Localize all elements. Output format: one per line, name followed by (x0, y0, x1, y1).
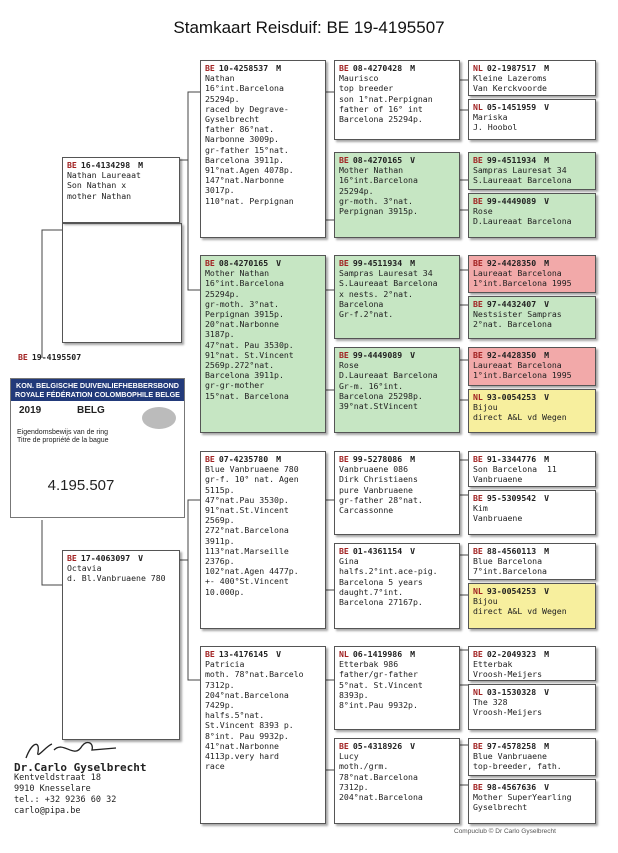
bird-header (473, 493, 591, 503)
gen4-box (468, 684, 596, 730)
bird-info-line: 20°nat.Narbonne (205, 319, 279, 330)
bird-info-line: Barcelona (339, 298, 384, 309)
bird-ring: 99-4449089 (352, 350, 403, 360)
bird-country: BE (473, 649, 483, 659)
bird-info-line: 2376p. (205, 556, 235, 567)
bird-ring: 05-1451959 (486, 102, 537, 112)
bird-header (205, 63, 321, 73)
bird-info-line: Carcassonne (339, 505, 394, 516)
bird-country: BE (339, 63, 349, 73)
bird-info-line: 8°int.Pau 9932p. (339, 700, 418, 711)
bird-country: BE (205, 454, 215, 464)
ring-card-header-line1: KON. BELGISCHE DUIVENLIEFHEBBERSBOND (16, 381, 179, 390)
bird-info-line: x nests. 2°nat. (339, 288, 413, 299)
bird-info-line: 25294p. (205, 93, 240, 104)
ring-card (10, 378, 185, 518)
bird-info-line: D.Laureaat Barcelona (473, 216, 572, 227)
sire-ring: 16-4134298 (80, 160, 131, 170)
bird-header (473, 102, 591, 112)
bird-info-line: Mother Nathan (339, 165, 404, 176)
bird-header (473, 586, 591, 596)
bird-info-line: gr-father 15°nat. (205, 144, 289, 155)
bird-info-line: Nestsister Sampras (473, 309, 562, 320)
bird-sex: V (544, 299, 550, 309)
bird-info-line: son 1°nat.Perpignan (339, 93, 433, 104)
bird-info-line: 91°nat.Agen 4078p. (205, 165, 294, 176)
bird-info-line: Barcelona 3911p. (205, 154, 284, 165)
bird-header (205, 258, 321, 268)
bird-info-line: Mariska (473, 112, 508, 123)
sire-box-extension (62, 223, 182, 343)
bird-country: BE (473, 196, 483, 206)
bird-header (473, 392, 591, 402)
ring-card-subtitle (17, 429, 109, 445)
bird-header (473, 196, 591, 206)
bird-ring: 92-4428350 (486, 258, 537, 268)
dam-line: Octavia (67, 563, 102, 574)
bird-header (205, 649, 321, 659)
bird-info-line: father/gr-father (339, 669, 418, 680)
gen4-box (468, 583, 596, 629)
bird-header (473, 454, 591, 464)
bird-header (339, 546, 455, 556)
bird-info-line: moth. 78°nat.Barcelo (205, 669, 304, 680)
bird-header (339, 155, 455, 165)
bird-info-line: Maurisco (339, 73, 379, 84)
sire-line: mother Nathan (67, 190, 132, 201)
bird-ring: 99-5278086 (352, 454, 403, 464)
bird-sex: M (276, 454, 282, 464)
bird-info-line: gr-moth. 3°nat. (205, 298, 279, 309)
bird-sex: M (544, 741, 550, 751)
owner-email: carlo@pipa.be (14, 806, 81, 816)
bird-country: BE (473, 299, 483, 309)
bird-header (339, 350, 455, 360)
bird-info-line: raced by Degrave- (205, 103, 289, 114)
bird-info-line: Bijou (473, 402, 498, 413)
bird-info-line: 16°int.Barcelona (205, 278, 284, 289)
bird-header (473, 546, 591, 556)
bird-sex: V (410, 155, 416, 165)
bird-info-line: gr-gr-mother (205, 380, 265, 391)
bird-country: BE (473, 546, 483, 556)
bird-country: NL (473, 102, 483, 112)
bird-info-line: Barcelona 3911p. (205, 370, 284, 381)
bird-header (339, 63, 455, 73)
bird-info-line: 25294p. (205, 288, 240, 299)
bird-info-line: Blue Vanbruaene 780 (205, 464, 299, 475)
bird-country: BE (339, 155, 349, 165)
footer-credit: Compuclub © Dr Carlo Gyselbrecht (454, 828, 556, 835)
bird-sex: V (410, 741, 416, 751)
bird-info-line: J. Hoobol (473, 122, 518, 133)
bird-ring: 98-4567636 (486, 782, 537, 792)
dam-sex: V (138, 553, 144, 563)
bird-info-line: halfs.2°int.ace-pig. (339, 566, 438, 577)
bird-info-line: 2569p. (205, 515, 235, 526)
bird-info-line: Gyselbrecht (205, 114, 260, 125)
bird-header (339, 649, 455, 659)
bird-header (473, 155, 591, 165)
bird-info-line: 39°nat.StVincent (339, 401, 418, 412)
bird-sex: M (544, 649, 550, 659)
bird-info-line: St.Vincent 8393 p. (205, 720, 294, 731)
sire-country: BE (67, 160, 77, 170)
bird-info-line: 2569p.272°nat. (205, 360, 275, 371)
bird-sex: M (544, 454, 550, 464)
bird-sex: M (544, 63, 550, 73)
dam-country: BE (67, 553, 77, 563)
bird-country: NL (473, 63, 483, 73)
gen4-box (468, 255, 596, 293)
bird-header (473, 63, 591, 73)
bird-country: BE (339, 454, 349, 464)
ring-card-country: BELG (77, 405, 105, 416)
bird-info-line: Van Kerckvoorde (473, 83, 547, 94)
bird-info-line: 3187p. (205, 329, 235, 340)
gen4-box (468, 646, 596, 681)
bird-info-line: 7312p. (339, 781, 369, 792)
bird-country: BE (473, 782, 483, 792)
bird-info-line: Kleine Lazeroms (473, 73, 547, 84)
bird-sex: M (276, 63, 282, 73)
bird-info-line: Narbonne 3009p. (205, 134, 279, 145)
bird-info-line: halfs.5°nat. (205, 710, 265, 721)
bird-info-line: Mother Nathan (205, 268, 270, 279)
gen4-box (468, 193, 596, 238)
bird-header (473, 258, 591, 268)
bird-info-line: 47°nat. Pau 3530p. (205, 339, 294, 350)
bird-info-line: Barcelona 5 years (339, 576, 423, 587)
main-bird-ring: 19-4195507 (31, 352, 82, 362)
bird-info-line: 2°nat. Barcelona (473, 319, 552, 330)
bird-sex: V (410, 350, 416, 360)
bird-info-line: Rose (339, 360, 359, 371)
bird-country: BE (339, 546, 349, 556)
bird-country: BE (473, 350, 483, 360)
gen2-box (200, 255, 326, 433)
bird-info-line: gr-moth. 3°nat. (339, 195, 413, 206)
dam-line: d. Bl.Vanbruaene 780 (67, 573, 166, 584)
bird-info-line: 8393p. (339, 689, 369, 700)
bird-ring: 95-5309542 (486, 493, 537, 503)
bird-header (473, 741, 591, 751)
bird-country: BE (339, 741, 349, 751)
ring-card-header-line2: ROYALE FÉDÉRATION COLOMBOPHILE BELGE (15, 390, 180, 399)
bird-info-line: 5°nat. St.Vincent (339, 679, 423, 690)
bird-info-line: D.Laureaat Barcelona (339, 370, 438, 381)
bird-ring: 93-0054253 (486, 392, 537, 402)
bird-info-line: Gr-f.2°nat. (339, 309, 394, 320)
gen3-box (334, 60, 460, 140)
dam-box (62, 550, 180, 740)
bird-info-line: Barcelona 27167p. (339, 597, 423, 608)
bird-info-line: Etterbak 986 (339, 659, 399, 670)
bird-info-line: Rose (473, 206, 493, 217)
bird-sex: M (544, 258, 550, 268)
gen4-box (468, 738, 596, 776)
bird-info-line: Blue Vanbruaene (473, 751, 547, 762)
gen4-box (468, 152, 596, 190)
bird-header (473, 649, 591, 659)
bird-info-line: 113°nat.Marseille (205, 545, 289, 556)
bird-info-line: top breeder (339, 83, 394, 94)
bird-info-line: Etterbak (473, 659, 513, 670)
sire-sex: M (138, 160, 144, 170)
bird-info-line: Sampras Lauresat 34 (473, 165, 567, 176)
bird-sex: M (410, 258, 416, 268)
bird-info-line: 91°nat.St.Vincent (205, 505, 289, 516)
bird-info-line: 25294p. (339, 185, 374, 196)
bird-sex: V (544, 102, 550, 112)
bird-country: BE (473, 493, 483, 503)
bird-info-line: 1°int.Barcelona 1995 (473, 278, 572, 289)
bird-info-line: 7429p. (205, 700, 235, 711)
bird-header (339, 741, 455, 751)
bird-info-line: daught.7°int. (339, 586, 404, 597)
bird-ring: 97-4578258 (486, 741, 537, 751)
bird-header (205, 454, 321, 464)
bird-info-line: 10.000p. (205, 586, 245, 597)
sire-line: Son Nathan x (67, 180, 127, 191)
bird-info-line: Patricia (205, 659, 245, 670)
bird-info-line: 7°int.Barcelona (473, 566, 547, 577)
bird-info-line: Kim (473, 503, 488, 514)
bird-ring: 10-4258537 (218, 63, 269, 73)
bird-sex: V (544, 196, 550, 206)
bird-ring: 08-4270165 (352, 155, 403, 165)
bird-info-line: Vanbruaene 086 (339, 464, 409, 475)
main-bird-country: BE (18, 352, 28, 362)
bird-info-line: 204°nat.Barcelona (205, 689, 289, 700)
bird-info-line: 4113p.very hard (205, 751, 279, 762)
bird-ring: 06-1419986 (352, 649, 403, 659)
bird-ring: 91-3344776 (486, 454, 537, 464)
bird-header (473, 299, 591, 309)
bird-info-line: 110°nat. Perpignan (205, 195, 294, 206)
bird-header (339, 454, 455, 464)
bird-ring: 88-4560113 (486, 546, 537, 556)
owner-street: Kentveldstraat 18 (14, 773, 101, 783)
bird-country: BE (205, 649, 215, 659)
gen3-box (334, 152, 460, 238)
main-bird-header (14, 350, 174, 370)
owner-phone: tel.: +32 9236 60 32 (14, 795, 117, 805)
bird-info-line: Laureaat Barcelona (473, 360, 562, 371)
bird-info-line: Barcelona 25294p. (339, 114, 423, 125)
bird-sex: V (276, 649, 282, 659)
bird-info-line: Gr-m. 16°int. (339, 380, 404, 391)
bird-info-line: Sampras Lauresat 34 (339, 268, 433, 279)
bird-ring: 08-4270165 (218, 258, 269, 268)
gen3-box (334, 543, 460, 629)
bird-info-line: moth./grm. (339, 761, 389, 772)
gen4-box (468, 347, 596, 386)
bird-info-line: Vroosh-Meijers (473, 707, 543, 718)
bird-info-line: S.Laureaat Barcelona (473, 175, 572, 186)
bird-ring: 02-2049323 (486, 649, 537, 659)
gen2-box (200, 451, 326, 629)
owner-city: 9910 Knesselare (14, 784, 91, 794)
ring-card-number: 4.195.507 (47, 477, 115, 494)
bird-info-line: Gyselbrecht (473, 802, 528, 813)
page-title: Stamkaart Reisduif: BE 19-4195507 (173, 18, 445, 37)
bird-info-line: Barcelona 25298p. (339, 390, 423, 401)
bird-ring: 99-4511934 (486, 155, 537, 165)
bird-header (473, 687, 591, 697)
bird-sex: M (410, 63, 416, 73)
bird-info-line: 41°nat.Narbonne (205, 740, 279, 751)
bird-header (473, 350, 591, 360)
bird-ring: 97-4432407 (486, 299, 537, 309)
bird-info-line: 5115p. (205, 484, 235, 495)
bird-country: BE (339, 350, 349, 360)
bird-info-line: Nathan (205, 73, 235, 84)
bird-info-line: 16°int.Barcelona (205, 83, 284, 94)
bird-ring: 93-0054253 (486, 586, 537, 596)
bird-info-line: 1°int.Barcelona 1995 (473, 370, 572, 381)
bird-sex: M (544, 546, 550, 556)
bird-country: NL (473, 687, 483, 697)
gen4-box (468, 779, 596, 824)
bird-sex: V (410, 546, 416, 556)
gen3-box (334, 347, 460, 433)
bird-info-line: +- 400°St.Vincent (205, 576, 289, 587)
bird-info-line: 47°nat.Pau 3530p. (205, 494, 289, 505)
bird-sex: V (544, 586, 550, 596)
bird-info-line: Son Barcelona 11 (473, 464, 557, 475)
bird-info-line: 102°nat.Agen 4477p. (205, 566, 299, 577)
ring-card-seal-icon (142, 407, 176, 429)
gen3-box (334, 738, 460, 824)
ring-card-year: 2019 (19, 405, 42, 416)
gen4-box (468, 543, 596, 580)
sire-box (62, 157, 180, 223)
bird-info-line: Mother SuperYearling (473, 792, 572, 803)
bird-info-line: top-breeder, fath. (473, 761, 562, 772)
bird-ring: 08-4270428 (352, 63, 403, 73)
bird-ring: 07-4235780 (218, 454, 269, 464)
sire-line: Nathan Laureaat (67, 170, 141, 181)
gen2-box (200, 646, 326, 824)
bird-info-line: 3911p. (205, 535, 235, 546)
bird-info-line: Bijou (473, 596, 498, 607)
gen3-box (334, 451, 460, 535)
bird-ring: 99-4449089 (486, 196, 537, 206)
gen4-box (468, 296, 596, 339)
bird-info-line: 147°nat.Narbonne (205, 175, 284, 186)
ring-card-sub-line1: Eigendomsbewijs van de ring (17, 429, 109, 436)
bird-info-line: 204°nat.Barcelona (339, 792, 423, 803)
gen3-box (334, 255, 460, 339)
bird-country: BE (473, 155, 483, 165)
owner-name: Dr.Carlo Gyselbrecht (14, 761, 147, 774)
bird-info-line: 16°int.Barcelona (339, 175, 418, 186)
bird-info-line: gr-f. 10° nat. Agen (205, 474, 299, 485)
bird-info-line: The 328 (473, 697, 508, 708)
bird-ring: 03-1530328 (486, 687, 537, 697)
bird-sex: M (544, 155, 550, 165)
bird-info-line: Vroosh-Meijers (473, 669, 543, 680)
bird-info-line: 8°int. Pau 9932p. (205, 730, 289, 741)
bird-country: BE (339, 258, 349, 268)
bird-info-line: Perpignan 3915p. (339, 206, 418, 217)
bird-sex: M (410, 454, 416, 464)
bird-info-line: 15°nat. Barcelona (205, 390, 289, 401)
bird-ring: 13-4176145 (218, 649, 269, 659)
bird-info-line: 272°nat.Barcelona (205, 525, 289, 536)
bird-sex: M (410, 649, 416, 659)
bird-info-line: Gina (339, 556, 359, 567)
bird-ring: 02-1987517 (486, 63, 537, 73)
bird-info-line: Lucy (339, 751, 359, 762)
bird-info-line: 7312p. (205, 679, 235, 690)
bird-sex: V (544, 392, 550, 402)
bird-ring: 99-4511934 (352, 258, 403, 268)
bird-country: BE (473, 454, 483, 464)
bird-info-line: 3017p. (205, 185, 235, 196)
bird-ring: 92-4428350 (486, 350, 537, 360)
bird-info-line: Blue Barcelona (473, 556, 543, 567)
bird-sex: V (544, 782, 550, 792)
bird-info-line: pure Vanbruaene (339, 484, 413, 495)
bird-sex: V (544, 687, 550, 697)
ring-card-header (11, 379, 184, 401)
bird-country: NL (473, 392, 483, 402)
bird-info-line: direct A&L vd Wegen (473, 606, 567, 617)
bird-country: BE (205, 258, 215, 268)
dam-ring: 17-4063097 (80, 553, 131, 563)
bird-info-line: Perpignan 3915p. (205, 309, 284, 320)
bird-header (339, 258, 455, 268)
bird-country: BE (205, 63, 215, 73)
bird-country: NL (339, 649, 349, 659)
ring-card-sub-line2: Titre de propriété de la bague (17, 437, 109, 444)
gen3-box (334, 646, 460, 730)
bird-info-line: Vanbruaene (473, 474, 523, 485)
bird-info-line: 78°nat.Barcelona (339, 771, 418, 782)
bird-ring: 05-4318926 (352, 741, 403, 751)
bird-info-line: father of 16° int (339, 103, 423, 114)
gen4-box (468, 451, 596, 487)
bird-info-line: Laureaat Barcelona (473, 268, 562, 279)
bird-country: BE (473, 741, 483, 751)
gen4-box (468, 389, 596, 433)
gen2-box (200, 60, 326, 238)
bird-info-line: S.Laureaat Barcelona (339, 278, 438, 289)
bird-info-line: gr-father 28°nat. (339, 494, 423, 505)
bird-header (473, 782, 591, 792)
bird-info-line: Vanbruaene (473, 513, 523, 524)
bird-sex: M (544, 350, 550, 360)
bird-info-line: race (205, 761, 225, 772)
bird-sex: V (544, 493, 550, 503)
bird-info-line: 91°nat. St.Vincent (205, 349, 294, 360)
gen4-box (468, 99, 596, 140)
bird-info-line: direct A&L vd Wegen (473, 412, 567, 423)
bird-info-line: father 86°nat. (205, 124, 275, 135)
bird-info-line: Dirk Christiaens (339, 474, 418, 485)
owner-block (14, 762, 146, 817)
gen4-box (468, 60, 596, 96)
gen4-box (468, 490, 596, 535)
bird-country: BE (473, 258, 483, 268)
bird-country: NL (473, 586, 483, 596)
bird-sex: V (276, 258, 282, 268)
bird-ring: 01-4361154 (352, 546, 403, 556)
